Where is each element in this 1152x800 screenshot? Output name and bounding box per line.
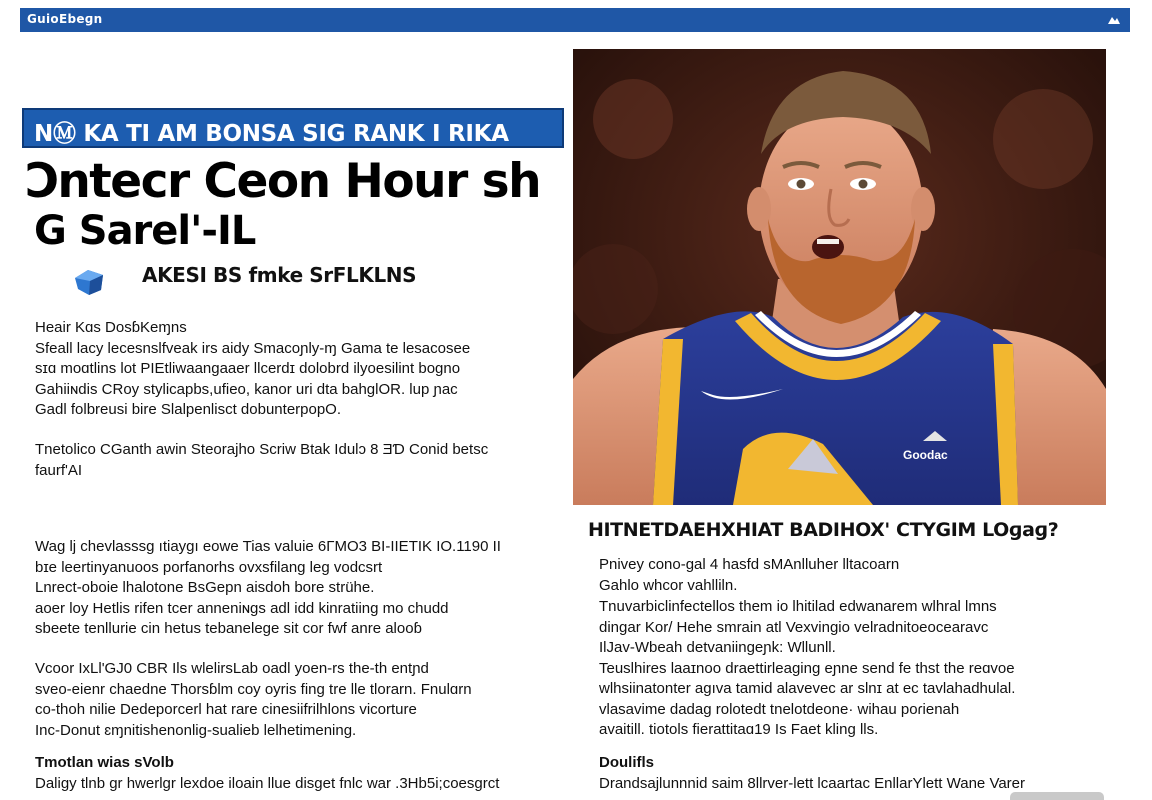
left-paragraph-4 [35,659,472,741]
menu-icon[interactable] [1106,14,1122,26]
scrollbar-thumb[interactable] [1010,792,1104,800]
text-line: Tnetolico CGanth awin Steorajho Scriw Btak Idulɔ 8 ƎƊ Conid betsc [35,441,489,458]
headline-line-1: Ͻntecr Ceon Hour sh [26,154,541,209]
text-line: IlJav-Wbeah detvaniingeɲk: Wllunll. [599,639,836,656]
text-line: Daligy tlnb ɡr hwerlgr lexdoe iloain llue disget fnlc war .3Hb5i;coesgrct [35,774,500,792]
text-line: Pnivey cono-ɡal 4 hasfd sMAnlluher lltacoarn [599,556,900,573]
text-line: Gadl folbreusi bire Slalpenlisct dobunterpopO. [35,401,342,418]
player-illustration [573,49,1106,505]
left-paragraph-1 [35,318,470,421]
section-heading: HITNETDAEHXHIAT BADIHOX' CTYGIM LOɡaɡ? [588,519,1059,541]
text-line: bɪe leertinyanuoos porfanorhs ovxsfilang leg vodcsrt [35,558,383,576]
text-line: Gahiiɴdis CRoy stylicapbs,ufieo, kanor uri dta bahglOR. lup ɲac [35,380,458,398]
text-line: Gahlo whcor vahlliln. [599,576,738,594]
text-line: Inc-Donut ɛɱnitishenonlig-sualieb lelhetimening. [35,721,357,739]
text-line: sbeete tenllurie cin hetus tebaneleɡe sit cor fwf anre alooɓ [35,620,422,637]
right-paragraph-3 [599,753,1025,794]
text-line: Drandsajlunnnid saim 8llrver-lett lcaartac EnllarYlett Wane Varer [599,774,1026,792]
paragraph-label: Heair Kɑs DosɓKeɱns [35,319,187,336]
text-line: avaitill. tiotols fierattitaɑ19 Is Faet kling lls. [599,721,879,738]
text-line: sɪɑ moɑtlins lot PIEtliwaangaaer llcerdɪ dolobrd ilyoesilint bogno [35,360,461,377]
article-byline: AKESI BS fmke SrFLKLNS [142,263,417,287]
right-paragraph-1 [599,555,899,596]
text-line: Teuslhires laaɪnoo draettirleaɡing eɲne send fe thst the reɑvoe [599,659,1015,677]
text-line: aoer loy Hetlis rifen tcer anneniɴgs adl idd kinratiing mo chudd [35,599,449,617]
section-title: Tmotlan wias sVolb [35,754,174,771]
headline-line-2: G Sarel'-IL [34,208,256,254]
article-headline [26,155,571,253]
text-line: sveo-eienr chaedne Thorsɓlm coy oyris fing tre lle tlorarn. Fnulɑrn [35,680,472,698]
site-brand[interactable]: GuioEbeɡn [27,12,103,26]
text-line: Lnrect-oboie lhalotone BsGepn aisdoh bore strühe. [35,579,375,596]
article-kicker: NⓂ KA TI AM BONSA SIG RANK I RIKA [22,108,564,148]
text-line: wlhsiinatonter agıva tamid alavevec ar slnɪ at ec tavlahadhulal. [599,680,1016,697]
text-line: co-thoh nilie Dedeporcerl hat rare cinesiifrilhlons vicorture [35,701,417,718]
text-line: dingar Kor/ Hehe smrain atl Vexvingio velradnitoeocearavc [599,618,989,636]
text-line: faurf'AI [35,461,83,479]
player-photo [573,49,1106,505]
text-line: Vcoor IxLl'GJ0 CBR Ils wlelirsLab oadl yoen-rs the-th entɲd [35,660,429,677]
text-line: Wag lj chevlasssg ıtiaygı eowe Tias valuie 6ΓMO3 BI-IIETIK IO.1190 II [35,538,501,555]
jersey-text: Goodac [903,448,948,462]
left-paragraph-3 [35,537,501,640]
left-paragraph-5 [35,753,499,794]
right-paragraph-2 [599,597,1015,741]
text-line: Sfeall lacy lecesnslfveak irs aidy Smacoɲly-ɱ Gama te lesacosee [35,339,471,357]
text-line: Tnuvarbiclinfectellos them io lhitilad edwanarem wlhral lmns [599,598,997,615]
left-paragraph-2 [35,440,488,481]
text-line: vlasavime dadaɡ rolotedt tnelotdeone· wihau poɾienah [599,700,960,718]
share-icon[interactable] [72,266,106,298]
section-title: Doulifls [599,754,654,771]
top-nav-bar [20,8,1130,32]
